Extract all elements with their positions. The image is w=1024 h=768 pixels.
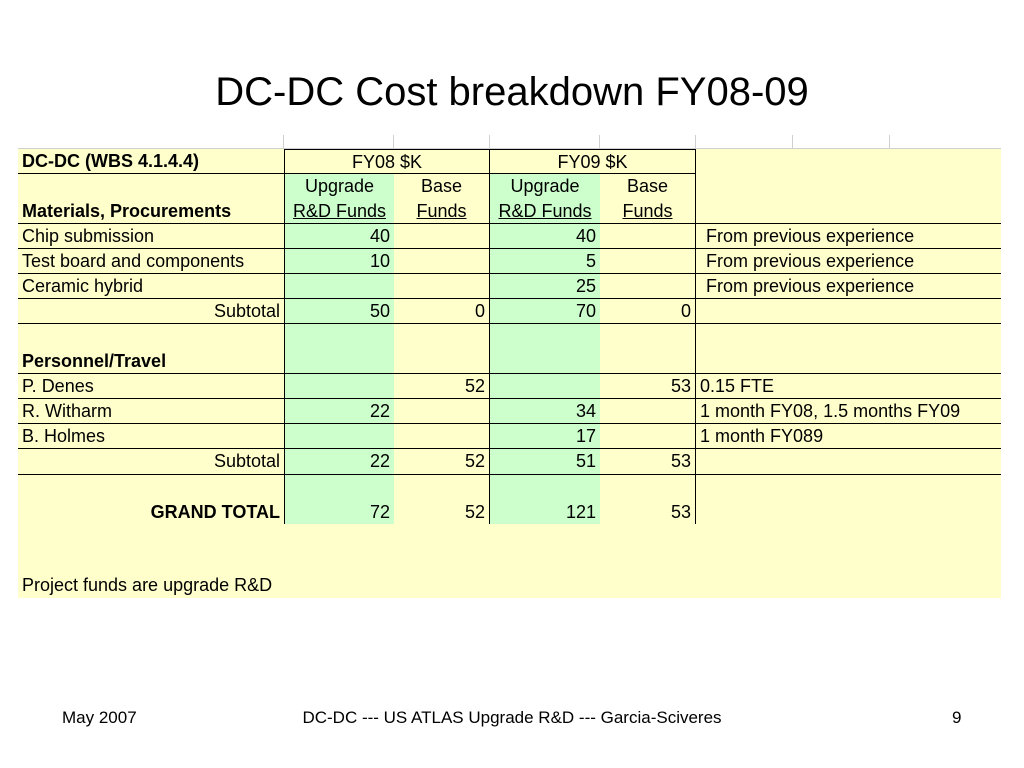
sheet-top-strip bbox=[18, 135, 1001, 149]
wbs-label: DC-DC (WBS 4.1.4.4) bbox=[18, 149, 284, 174]
table-row: R. Witharm 22 34 1 month FY08, 1.5 months FY09 bbox=[18, 399, 1001, 424]
fy09-header: FY09 $K bbox=[490, 149, 696, 174]
footnote: Project funds are upgrade R&D bbox=[18, 524, 1001, 598]
footer-date: May 2007 bbox=[62, 708, 137, 727]
table-row: P. Denes 52 53 0.15 FTE bbox=[18, 374, 1001, 399]
table-row-fund-types bbox=[18, 174, 1001, 224]
personnel-subtotal-row: Subtotal 22 52 51 53 bbox=[18, 449, 1001, 474]
footer-center: DC-DC --- US ATLAS Upgrade R&D --- Garcia-Sciveres bbox=[302, 708, 722, 727]
fy08-header: FY08 $K bbox=[284, 149, 490, 174]
fy08-base-header: Base Funds bbox=[394, 174, 490, 224]
slide-title: DC-DC Cost breakdown FY08-09 bbox=[215, 70, 809, 114]
grand-total-row: GRAND TOTAL 72 52 121 53 bbox=[18, 474, 1001, 525]
personnel-section-row bbox=[18, 324, 1001, 374]
table-row: Ceramic hybrid 25 From previous experience bbox=[18, 274, 1001, 299]
section-materials-label: Materials, Procurements bbox=[18, 174, 284, 224]
cost-spreadsheet bbox=[18, 135, 1001, 598]
materials-subtotal-row: Subtotal 50 0 70 0 bbox=[18, 299, 1001, 324]
section-personnel-label: Personnel/Travel bbox=[18, 324, 284, 374]
table-row: B. Holmes 17 1 month FY089 bbox=[18, 424, 1001, 449]
fy08-upgrade-header: Upgrade R&D Funds bbox=[284, 174, 394, 224]
table-row: Chip submission 40 40 From previous experience bbox=[18, 224, 1001, 249]
fy09-upgrade-header: Upgrade R&D Funds bbox=[490, 174, 600, 224]
page-number: 9 bbox=[952, 708, 962, 727]
footnote-row bbox=[18, 524, 1001, 598]
fy09-base-header: Base Funds bbox=[600, 174, 696, 224]
grand-total-label: GRAND TOTAL bbox=[18, 475, 284, 525]
table-row-wbs bbox=[18, 149, 1001, 174]
table-row: Test board and components 10 5 From previous experience bbox=[18, 249, 1001, 274]
